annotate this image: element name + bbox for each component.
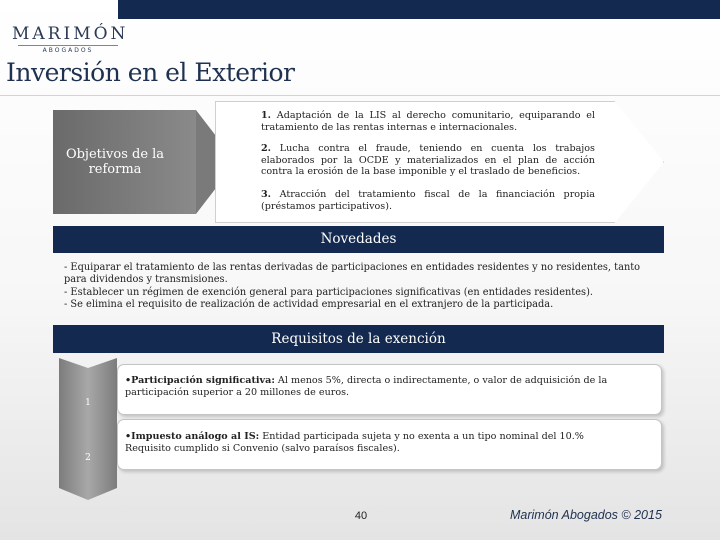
logo-name: MARIMÓN bbox=[12, 24, 129, 44]
novedades-list bbox=[64, 262, 659, 311]
requisito-text bbox=[125, 375, 625, 398]
reform-item bbox=[261, 143, 595, 178]
novedades-line: - Se elimina el requisito de realización de actividad empresarial en el extranjero de la participada. bbox=[64, 298, 554, 310]
reform-item bbox=[261, 110, 595, 133]
logo bbox=[12, 24, 129, 54]
page-title: Inversión en el Exterior bbox=[6, 58, 295, 87]
footer-copyright: Marimón Abogados © 2015 bbox=[510, 508, 662, 522]
requisito-text bbox=[125, 431, 625, 454]
top-bar bbox=[118, 0, 720, 19]
step-number: 2 bbox=[85, 453, 91, 463]
requisito-body: Al menos 5%, directa o indirectamente, o valor de adquisición de la participación superior a 20 millones de euros. bbox=[125, 375, 608, 398]
reform-item-number: 2. bbox=[261, 143, 272, 154]
title-divider bbox=[0, 95, 720, 96]
logo-subtitle: ABOGADOS bbox=[18, 45, 118, 54]
requisito-title: •Participación significativa: bbox=[125, 375, 275, 386]
step-number: 1 bbox=[85, 398, 91, 408]
reform-item-number: 1. bbox=[261, 110, 272, 121]
novedades-header: Novedades bbox=[53, 226, 664, 253]
reform-item bbox=[261, 189, 595, 212]
requisito-body: Entidad participada sujeta y no exenta a un tipo nominal del 10.% Requisito cumplido si Convenio (salvo paraísos fiscales). bbox=[125, 431, 584, 454]
reform-item-number: 3. bbox=[261, 189, 272, 200]
novedades-line: - Establecer un régimen de exención general para participaciones significativas (en entidades residentes). bbox=[64, 286, 594, 298]
requisitos-header: Requisitos de la exención bbox=[53, 325, 664, 353]
objetivos-label: Objetivos de la reforma bbox=[65, 147, 165, 177]
reform-item-text: Atracción del tratamiento fiscal de la financiación propia (préstamos participativos). bbox=[261, 189, 595, 212]
requisito-title: •Impuesto análogo al IS: bbox=[125, 431, 260, 442]
page-number: 40 bbox=[354, 510, 368, 522]
steps-chevron bbox=[59, 358, 117, 500]
reform-item-text: Lucha contra el fraude, teniendo en cuenta los trabajos elaborados por la OCDE y materializados en el plan de acción contra la erosión de la base imponible y el traslado de beneficios. bbox=[261, 143, 595, 177]
novedades-line: - Equiparar el tratamiento de las rentas derivadas de participaciones en entidades residentes y no residentes, tanto para dividendos y transmisiones. bbox=[64, 262, 641, 286]
reform-item-text: Adaptación de la LIS al derecho comunitario, equiparando el tratamiento de las rentas internas e internacionales. bbox=[261, 110, 595, 133]
